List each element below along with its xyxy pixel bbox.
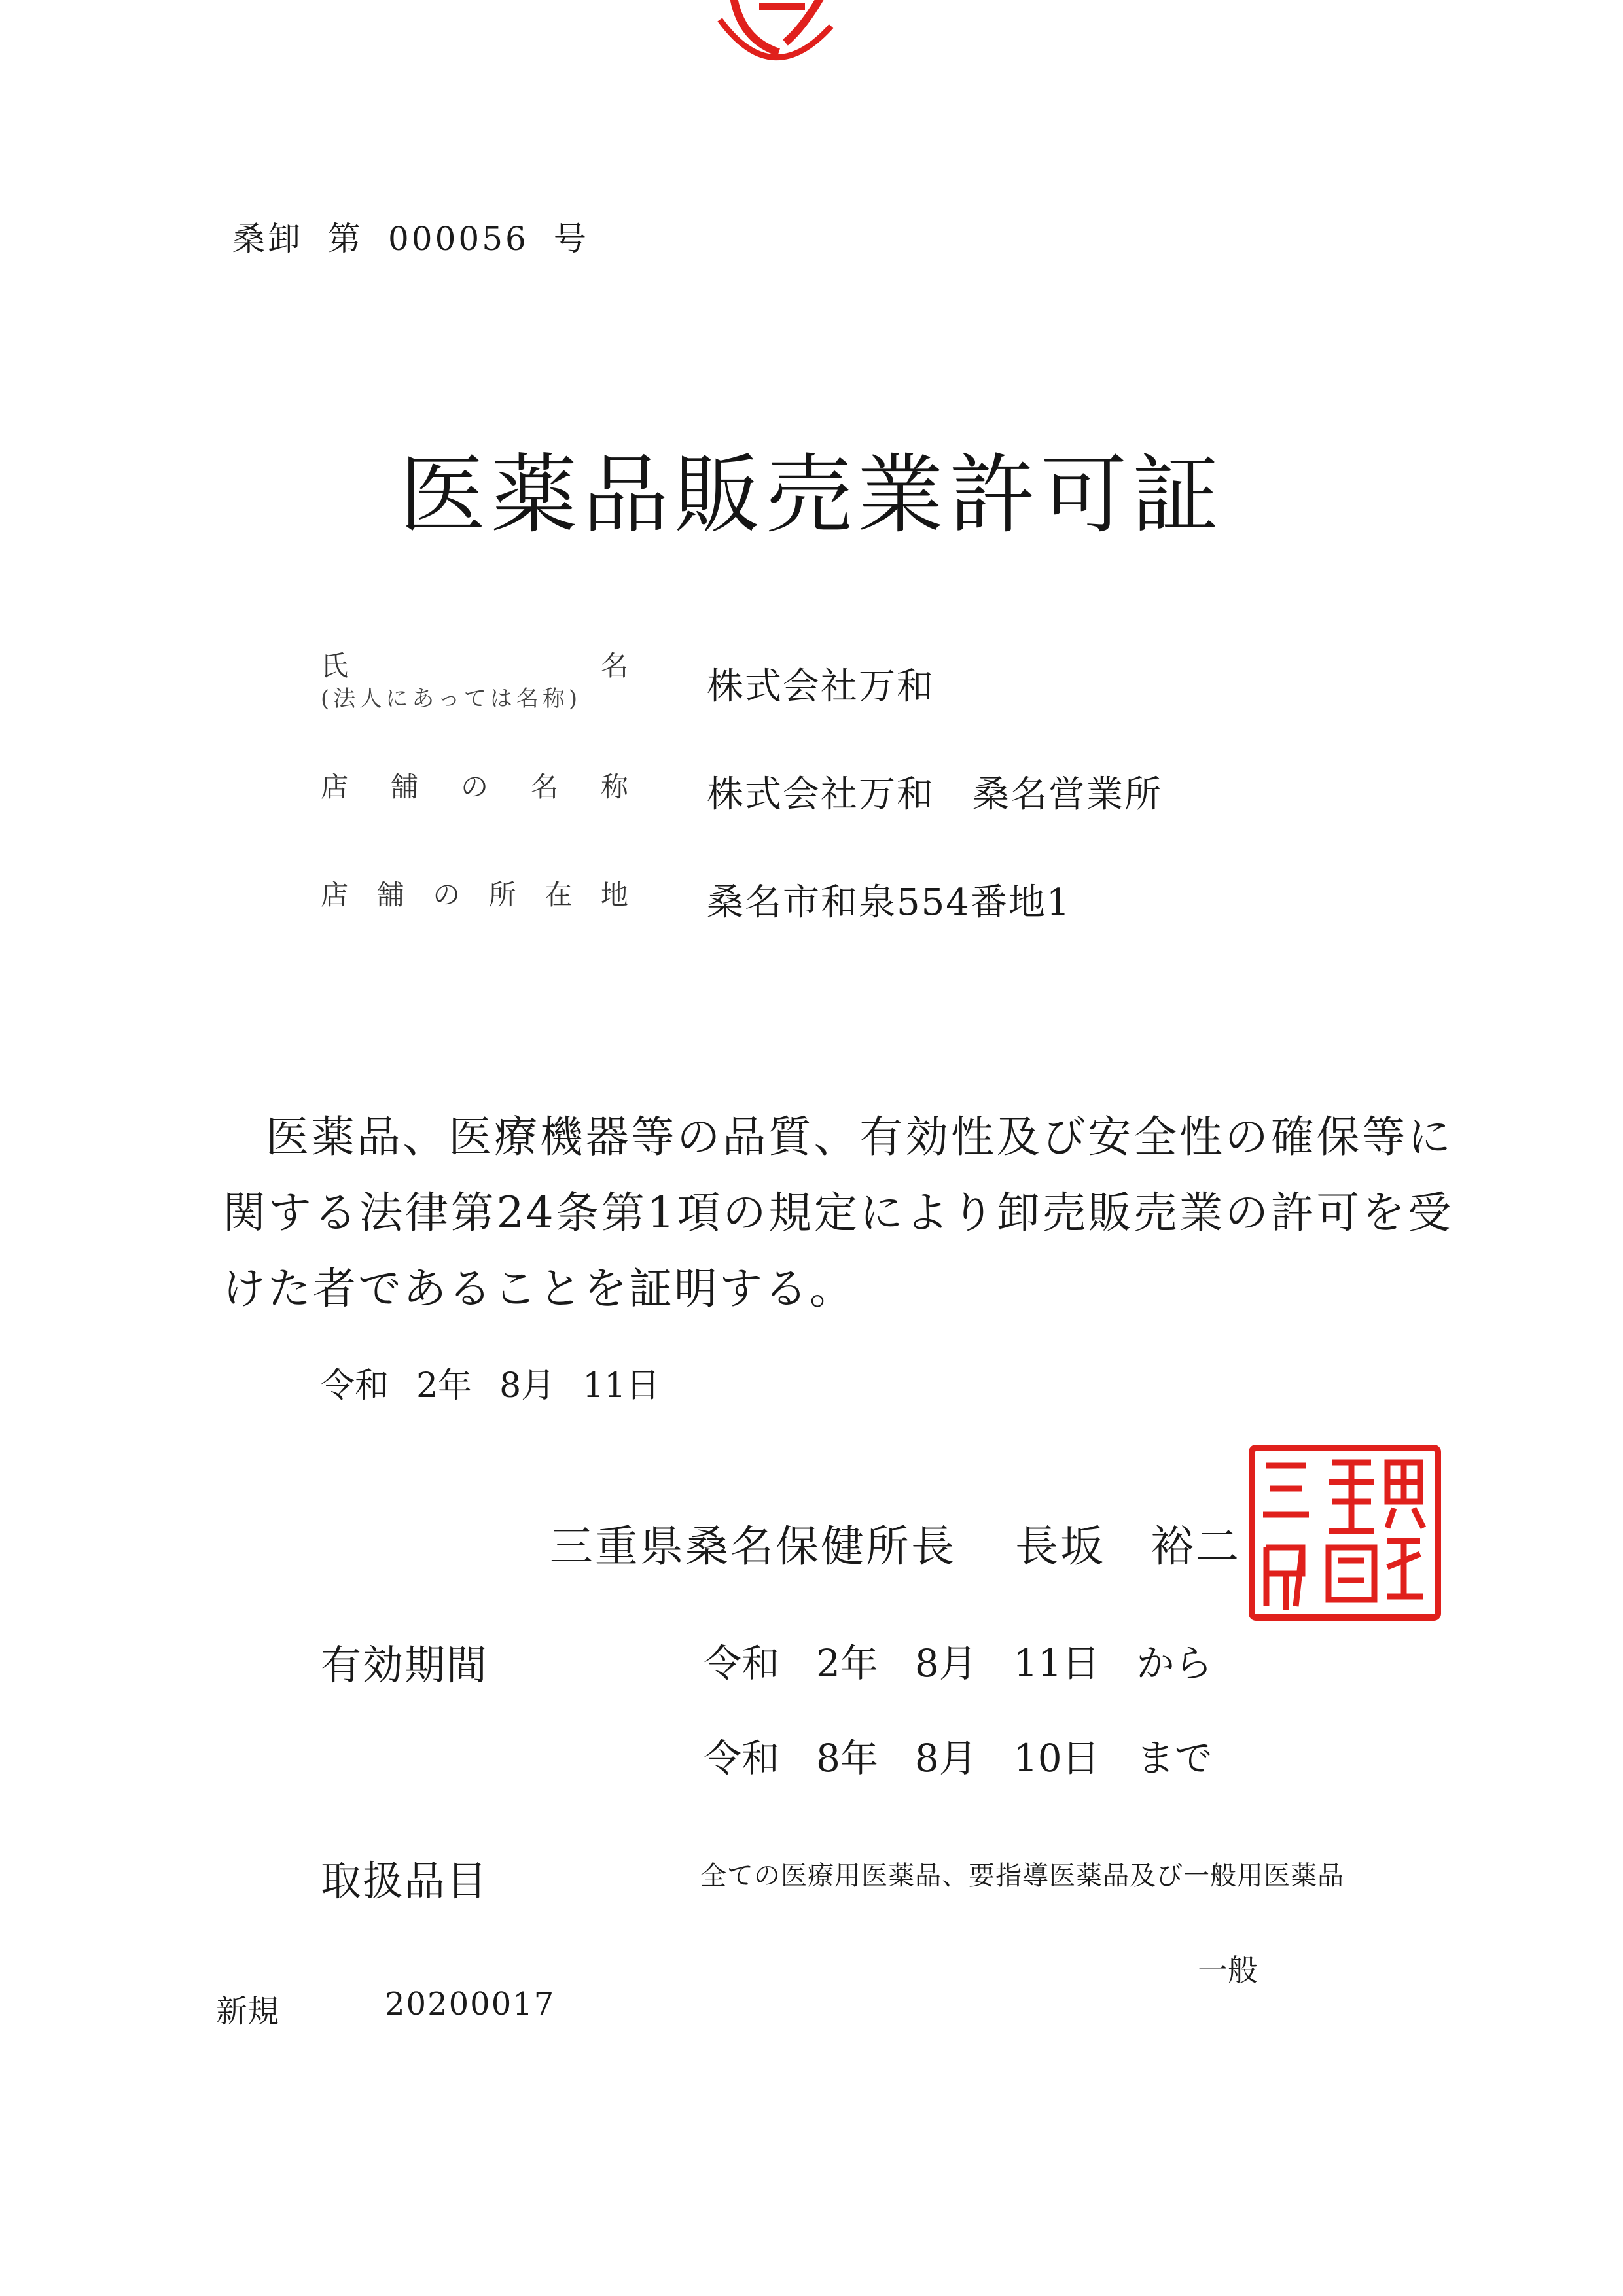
store-name-label-char: 店: [321, 771, 349, 803]
to-month: 8月: [914, 1736, 977, 1780]
category: 一般: [1198, 1952, 1258, 1988]
from-day: 11日: [1013, 1641, 1100, 1686]
top-red-stamp: [694, 0, 851, 98]
issue-day: 11日: [582, 1366, 660, 1405]
document-title: 医薬品販売業許可証: [399, 445, 1224, 546]
validity-from: [704, 1633, 1213, 1687]
store-name-label: [321, 766, 628, 805]
name-label-first: 氏: [321, 650, 349, 682]
store-address-label: [321, 874, 628, 913]
validity-label: 有効期間: [321, 1641, 489, 1689]
issuer-name: 長坂 裕二: [1015, 1521, 1241, 1572]
new-entry-number: 20200017: [385, 1986, 556, 2022]
from-year: 2年: [816, 1641, 878, 1686]
store-name-label-char: 名: [530, 771, 558, 803]
name-label-last: 名: [600, 650, 628, 682]
issue-year: 2年: [416, 1366, 473, 1405]
store-address-label-char: 地: [600, 879, 628, 911]
to-suffix: まで: [1136, 1736, 1213, 1780]
store-name-label-char: の: [460, 771, 488, 803]
license-go: 号: [553, 220, 589, 258]
issue-era: 令和: [321, 1366, 389, 1405]
store-name-label-char: 称: [600, 771, 628, 803]
store-name-label-char: 舗: [390, 771, 418, 803]
license-dai: 第: [328, 220, 363, 258]
issue-date: [321, 1358, 687, 1407]
from-suffix: から: [1136, 1641, 1213, 1686]
items-value: 全ての医療用医薬品、要指導医薬品及び一般用医薬品: [700, 1861, 1344, 1891]
from-era: 令和: [704, 1641, 780, 1686]
certification-text: 医薬品、医療機器等の品質、有効性及び安全性の確保等に関する法律第24条第1項の規定により卸売販売業の許可を受けた者であることを証明する。: [223, 1112, 1453, 1314]
from-month: 8月: [914, 1641, 977, 1686]
to-day: 10日: [1013, 1736, 1100, 1780]
store-address-label-char: 所: [488, 879, 516, 911]
issue-month: 8月: [499, 1366, 556, 1405]
name-label-sub: (法人にあっては名称): [321, 686, 582, 712]
issuer-office: 三重県桑名保健所長: [550, 1521, 956, 1572]
to-era: 令和: [704, 1736, 780, 1780]
store-address-label-char: 舗: [376, 879, 404, 911]
store-address-value: 桑名市和泉554番地1: [707, 881, 1071, 924]
new-entry-label: 新規: [216, 1993, 279, 2030]
name-value: 株式会社万和: [707, 665, 935, 708]
store-address-label-char: 店: [321, 879, 349, 911]
store-name-value: 株式会社万和 桑名営業所: [707, 773, 1162, 816]
store-address-label-char: 在: [544, 879, 573, 911]
store-address-label-char: の: [433, 879, 461, 911]
to-year: 8年: [816, 1736, 878, 1780]
official-seal: [1247, 1443, 1443, 1623]
validity-to: [704, 1727, 1213, 1782]
name-label: [321, 645, 628, 684]
license-prefix: 桑卸: [232, 220, 303, 258]
issuer: [550, 1511, 1241, 1574]
license-number-value: 000056: [388, 220, 529, 258]
items-label: 取扱品目: [321, 1857, 489, 1905]
license-number: [232, 213, 614, 260]
